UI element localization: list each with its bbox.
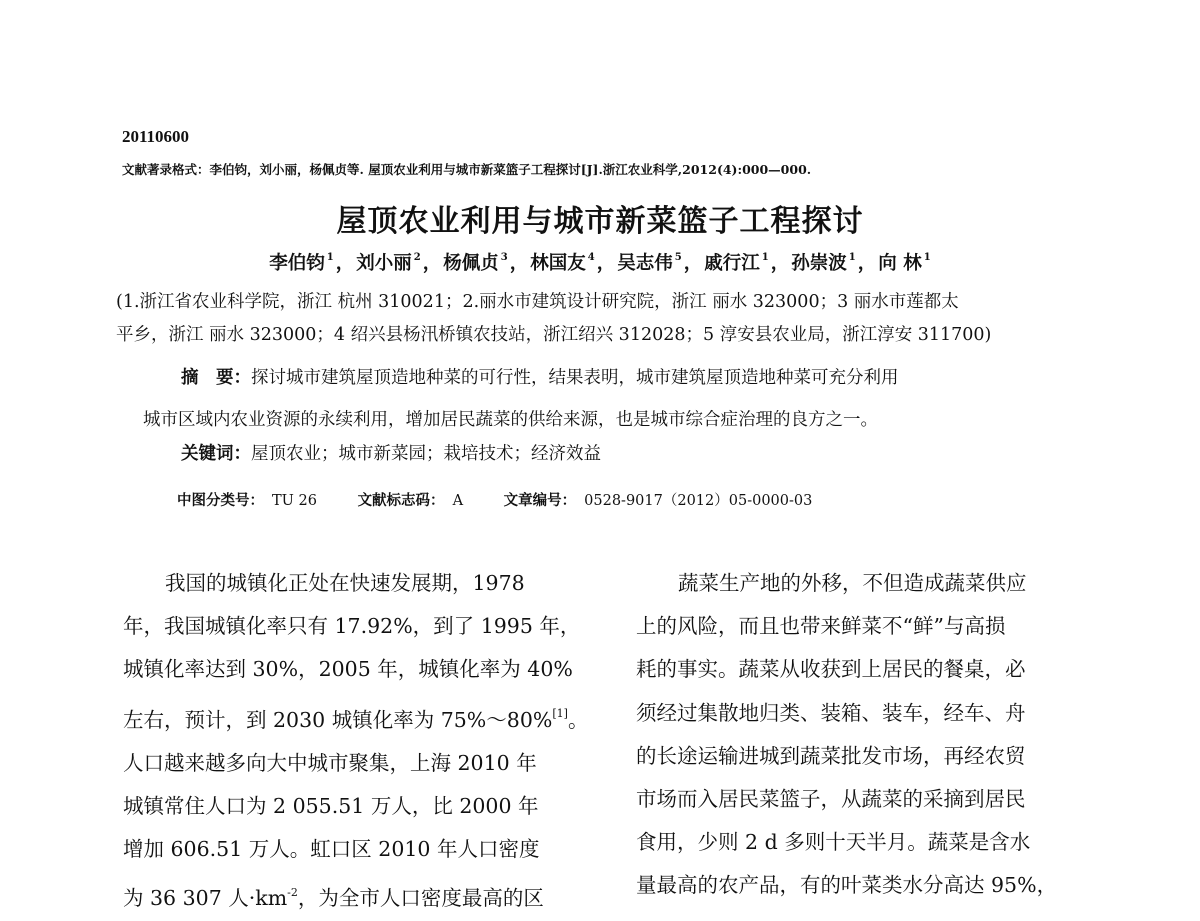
- body-line: 城镇常住人口为 2 055.51 万人，比 2000 年: [123, 794, 539, 819]
- body-line: 左右，预计，到 2030 城镇化率为 75%～80%[1]。: [123, 706, 589, 732]
- author: 李伯钧 $^1$: [269, 252, 334, 274]
- article-number: 文章编号： 0528-9017（2012）05-0000-03: [503, 492, 813, 509]
- affiliation-line: 平乡，浙江 丽水 323000；4 绍兴县杨汛桥镇农技站，浙江绍兴 312028；5 淳安县农业局，浙江淳安 311700): [116, 325, 992, 345]
- body-column-left: [123, 562, 593, 921]
- author: 孙崇波 $^1$: [791, 252, 856, 274]
- author: 向 林 $^1$: [878, 252, 931, 274]
- author: 杨佩贞 $^3$: [443, 252, 508, 274]
- author-list: 李伯钧 $^1$ ， 刘小丽 $^2$ ， 杨佩贞 $^3$ ， 林国友 $^4$ ， 吴志伟 $^5$ ， 戚行江 $^1$ ， 孙崇波 $^1$ ， 向 林 $^1$: [0, 249, 1200, 275]
- classification-info: [177, 489, 848, 510]
- affiliations: [116, 286, 1106, 352]
- paper-title: 屋顶农业利用与城市新菜篮子工程探讨: [336, 204, 864, 239]
- body-line: 耗的事实。蔬菜从收获到上居民的餐桌，必: [636, 657, 1026, 682]
- abstract-line: 摘 要：探讨城市建筑屋顶造地种菜的可行性，结果表明，城市建筑屋顶造地种菜可充分利用: [181, 368, 899, 388]
- author: 刘小丽 $^2$: [356, 252, 421, 274]
- keywords-label: 关键词：: [181, 444, 251, 464]
- manuscript-code: 20110600: [122, 127, 190, 146]
- body-line: 增加 606.51 万人。虹口区 2010 年人口密度: [123, 837, 540, 862]
- body-column-right: [636, 562, 1096, 908]
- keywords: [181, 440, 601, 465]
- clc-number: 中图分类号： TU 26: [177, 492, 317, 509]
- body-line: 城镇化率达到 30%，2005 年，城镇化率为 40%: [123, 657, 573, 682]
- body-line: 人口越来越多向大中城市聚集，上海 2010 年: [123, 750, 537, 775]
- author: 戚行江 $^1$: [704, 252, 769, 274]
- body-line: 的长途运输进城到蔬菜批发市场，再经农贸: [636, 743, 1026, 768]
- body-line: 量最高的农产品，有的叶菜类水分高达 95%，: [636, 873, 1058, 898]
- body-line: 年，我国城镇化率只有 17.92%，到了 1995 年，: [123, 614, 581, 639]
- body-line: 上的风险，而且也带来鲜菜不“鲜”与高损: [636, 614, 1006, 639]
- author: 吴志伟 $^5$: [617, 252, 682, 274]
- abstract-line: 城市区域内农业资源的永续利用，增加居民蔬菜的供给来源，也是城市综合症治理的良方之一。: [143, 410, 878, 430]
- affiliation-line: (1.浙江省农业科学院，浙江 杭州 310021；2.丽水市建筑设计研究院，浙江 丽水 323000；3 丽水市莲都太: [116, 292, 959, 312]
- body-line: 我国的城镇化正处在快速发展期，1978: [165, 571, 525, 595]
- citation-format: 文献著录格式：李伯钧，刘小丽，杨佩贞等. 屋顶农业利用与城市新菜篮子工程探讨[J].浙江农业科学,2012(4):000—000.: [122, 162, 812, 177]
- author: 林国友 $^4$: [530, 252, 595, 274]
- abstract-label: 摘 要：: [181, 368, 251, 388]
- body-line: 食用，少则 2 d 多则十天半月。蔬菜是含水: [636, 830, 1031, 855]
- reference-marker: [1]: [552, 706, 568, 720]
- body-line: 市场而入居民菜篮子，从蔬菜的采摘到居民: [636, 787, 1026, 812]
- body-line: 蔬菜生产地的外移，不但造成蔬菜供应: [678, 571, 1027, 595]
- body-line: 为 36 307 人$\cdot km^{-2}$，为全市人口密度最高的区: [123, 886, 544, 911]
- document-code: 文献标志码： A: [357, 492, 464, 509]
- keywords-text: 屋顶农业；城市新菜园；栽培技术；经济效益: [251, 444, 601, 464]
- body-line: 须经过集散地归类、装箱、装车，经车、舟: [636, 700, 1026, 725]
